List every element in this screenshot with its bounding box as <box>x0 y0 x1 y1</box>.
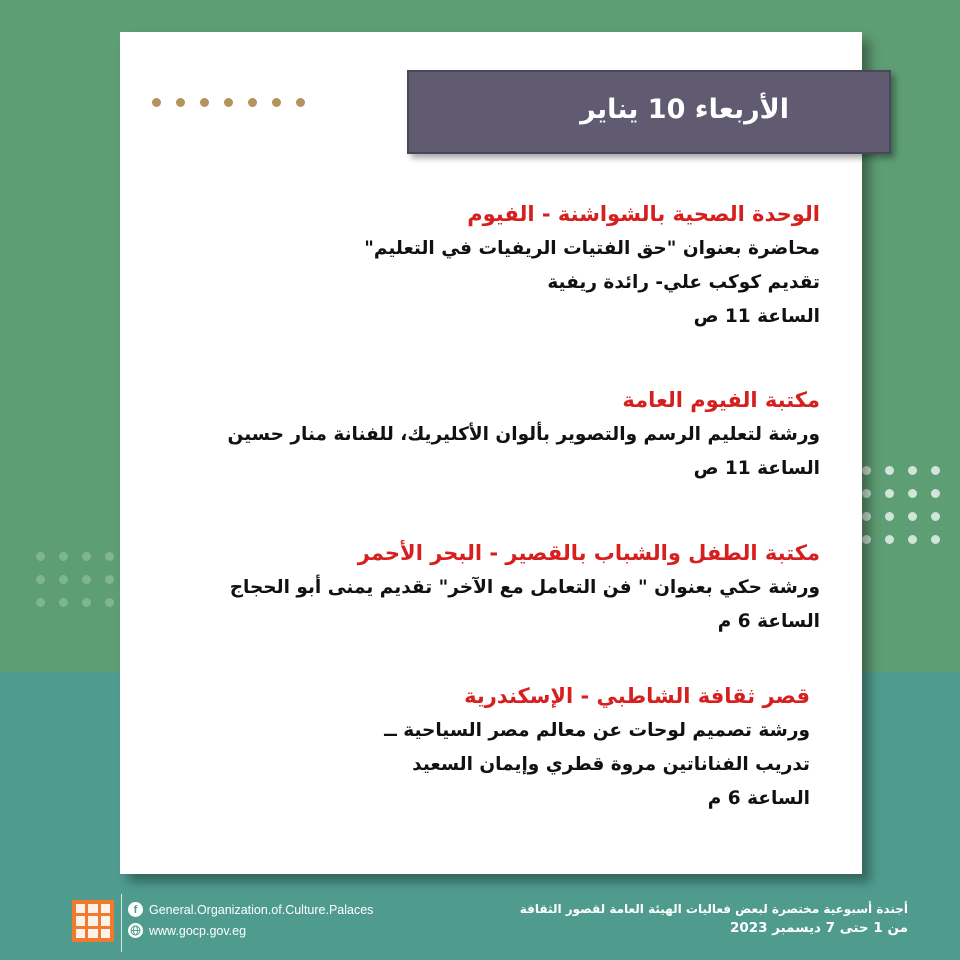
event-venue: مكتبة الفيوم العامة <box>622 388 820 412</box>
event-presenter: تقديم كوكب علي- رائدة ريفية <box>547 272 820 293</box>
event-description: ورشة لتعليم الرسم والتصوير بألوان الأكليريك، للفنانة منار حسين <box>227 424 820 445</box>
event-description: ورشة تصميم لوحات عن معالم مصر السياحية ــ <box>384 720 810 741</box>
event-time: الساعة 6 م <box>717 611 820 632</box>
event-description: محاضرة بعنوان "حق الفتيات الريفيات في التعليم" <box>364 238 820 259</box>
event-item <box>228 382 820 486</box>
organization-logo <box>72 900 114 942</box>
event-time: الساعة 11 ص <box>693 306 820 327</box>
agenda-date-range: من 1 حتى 7 ديسمبر 2023 <box>729 920 908 936</box>
decorative-dot-grid-right <box>862 466 954 558</box>
facebook-link[interactable] <box>128 902 373 917</box>
decorative-gold-dots <box>152 98 305 107</box>
event-venue: الوحدة الصحية بالشواشنة - الفيوم <box>467 202 820 226</box>
facebook-icon: f <box>128 902 143 917</box>
facebook-page-name: General.Organization.of.Culture.Palaces <box>149 902 374 917</box>
event-item <box>364 196 820 334</box>
event-item <box>384 678 810 816</box>
website-url: www.gocp.gov.eg <box>149 923 247 938</box>
event-item <box>230 535 820 639</box>
date-banner <box>407 70 891 154</box>
event-venue: مكتبة الطفل والشباب بالقصير - البحر الأحمر <box>357 541 820 565</box>
event-trainers: تدريب الفناناتين مروة قطري وإيمان السعيد <box>412 754 810 775</box>
event-venue: قصر ثقافة الشاطبي - الإسكندرية <box>464 684 810 708</box>
website-link[interactable] <box>128 923 246 938</box>
footer-divider <box>121 894 122 952</box>
event-description: ورشة حكي بعنوان " فن التعامل مع الآخر" تقديم يمنى أبو الحجاج <box>229 577 820 598</box>
footer <box>0 880 960 960</box>
agenda-caption <box>520 900 908 938</box>
event-card <box>120 32 862 874</box>
event-time: الساعة 6 م <box>707 788 810 809</box>
agenda-description: أجندة أسبوعية مختصرة لبعض فعاليات الهيئة العامة لقصور الثقافة <box>519 902 908 916</box>
date-title: الأربعاء 10 يناير <box>580 94 789 125</box>
decorative-dot-grid-left <box>36 552 128 621</box>
globe-icon <box>128 923 143 938</box>
event-time: الساعة 11 ص <box>693 458 820 479</box>
